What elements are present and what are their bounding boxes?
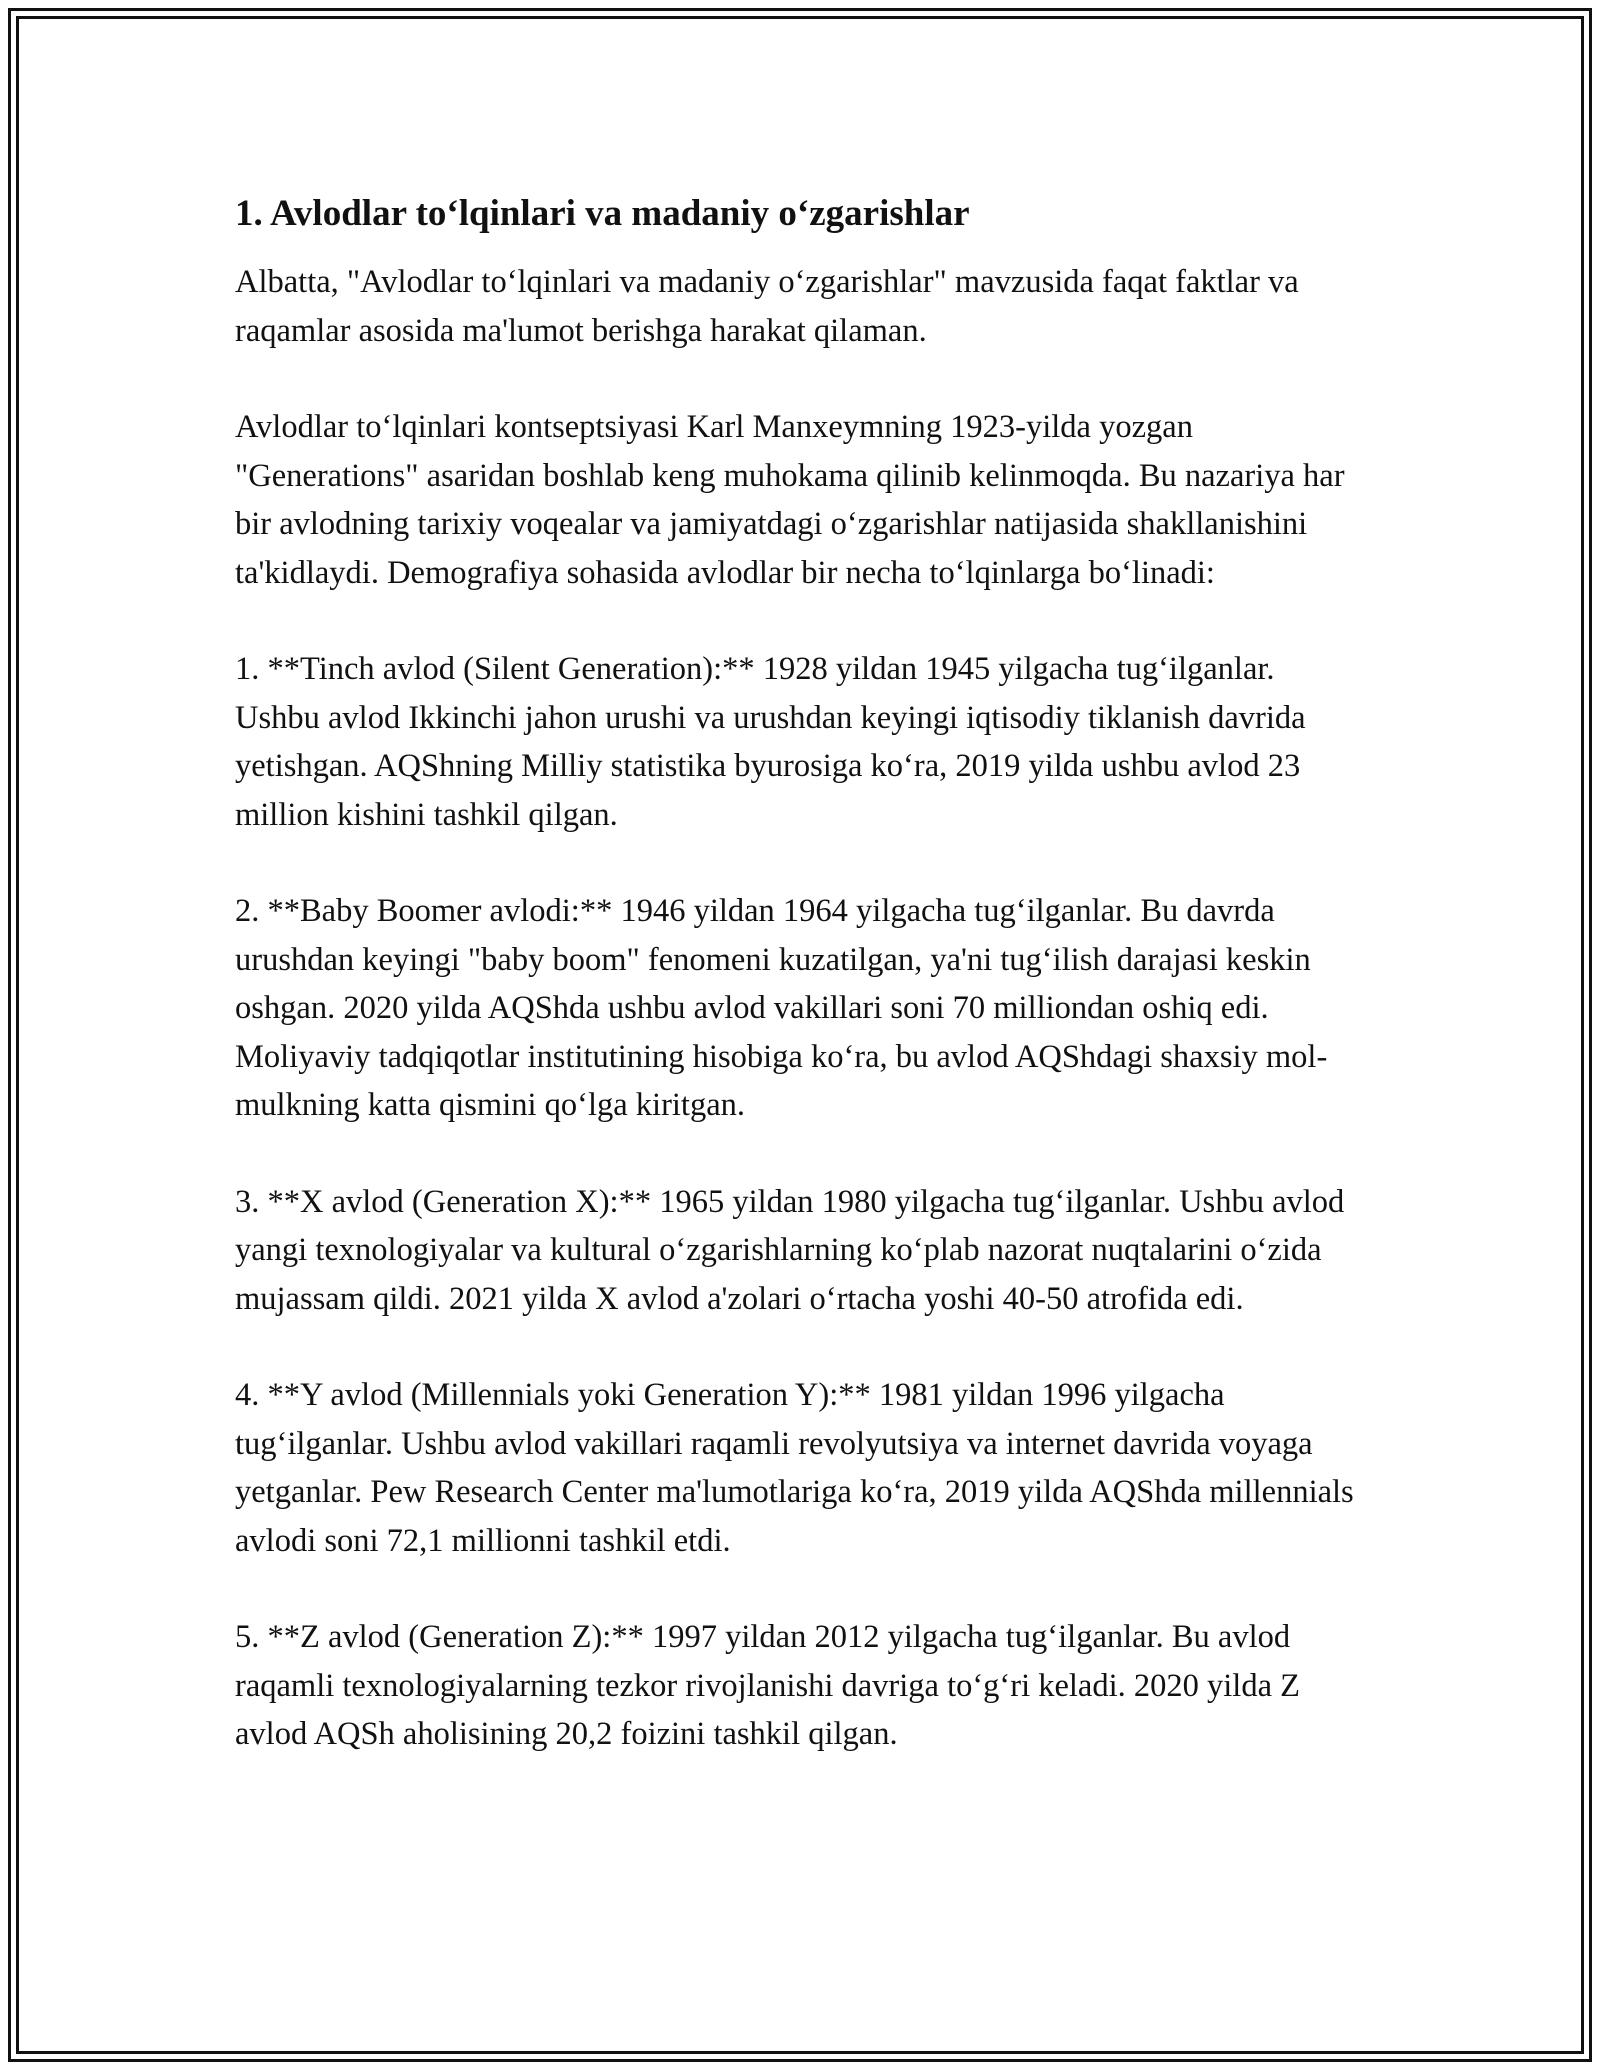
paragraph-generation-y: 4. **Y avlod (Millennials yoki Generation Y):** 1981 yildan 1996 yilgacha tug‘ilganlar. Ushbu avlod vakillari raqamli revolyutsiya va internet davrida voyaga yetganlar. Pew Research Center ma'lumotlariga ko‘ra, 2019 yilda AQShda millennials avlodi soni 72,1 millionni tashkil etdi. [235, 1377, 1354, 1559]
document-page [235, 186, 1365, 1807]
paragraph-generation-x: 3. **X avlod (Generation X):** 1965 yildan 1980 yilgacha tug‘ilganlar. Ushbu avlod yangi texnologiyalar va kultural o‘zgarishlarning ko‘plab nazorat nuqtalarini o‘zida mujassam qildi. 2021 yilda X avlod a'zolari o‘rtacha yoshi 40-50 atrofida edi. [235, 1183, 1345, 1317]
paragraph-baby-boomer: 2. **Baby Boomer avlodi:** 1946 yildan 1964 yilgacha tug‘ilganlar. Bu davrda urushdan keyingi "baby boom" fenomeni kuzatilgan, ya'ni tug‘ilish darajasi keskin oshgan. 2020 yilda AQShda ushbu avlod vakillari soni 70 milliondan oshiq edi. Moliyaviy tadqiqotlar institutining hisobiga ko‘ra, bu avlod AQShdagi shaxsiy mol-mulkning katta qismini qo‘lga kiritgan. [235, 893, 1328, 1123]
paragraph-silent-generation: 1. **Tinch avlod (Silent Generation):** 1928 yildan 1945 yilgacha tug‘ilganlar. Ushbu avlod Ikkinchi jahon urushi va urushdan keyingi iqtisodiy tiklanish davrida yetishgan. AQShning Milliy statistika byurosiga ko‘ra, 2019 yilda ushbu avlod 23 million kishini tashkil qilgan. [235, 651, 1306, 833]
paragraph-concept: Avlodlar to‘lqinlari kontseptsiyasi Karl Manxeymning 1923-yilda yozgan "Generations" asaridan boshlab keng muhokama qilinib kelinmoqda. Bu nazariya har bir avlodning tarixiy voqealar va jamiyatdagi o‘zgarishlar natijasida shakllanishini ta'kidlaydi. Demografiya sohasida avlodlar bir necha to‘lqinlarga bo‘linadi: [235, 409, 1345, 591]
document-heading: 1. Avlodlar to‘lqinlari va madaniy o‘zgarishlar [235, 193, 970, 234]
paragraph-intro: Albatta, "Avlodlar to‘lqinlari va madaniy o‘zgarishlar" mavzusida faqat faktlar va raqamlar asosida ma'lumot berishga harakat qilaman. [235, 264, 1299, 349]
paragraph-generation-z: 5. **Z avlod (Generation Z):** 1997 yildan 2012 yilgacha tug‘ilganlar. Bu avlod raqamli texnologiyalarning tezkor rivojlanishi davriga to‘g‘ri keladi. 2020 yilda Z avlod AQSh aholisining 20,2 foizini tashkil qilgan. [235, 1619, 1300, 1752]
